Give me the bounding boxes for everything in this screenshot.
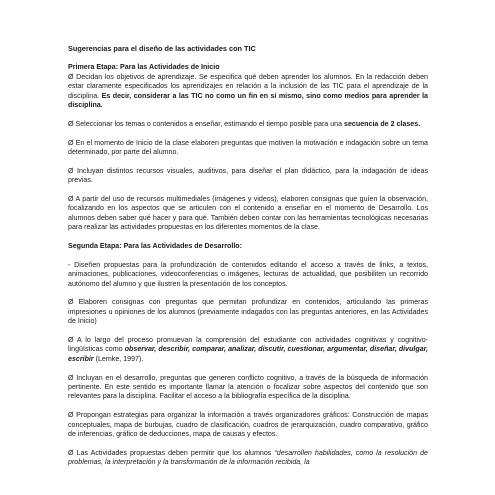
document-title: Sugerencias para el diseño de las actividades con TIC [68,44,256,53]
document-page [68,44,428,477]
stage1-paragraph-resources: Ø Incluyan distintos recursos visuales, auditivos, para diseñar el plan didáctico, para la indagación de ideas previas. [68,166,428,185]
stage2-paragraph-organizers: Ø Propongan estrategias para organizar la información a través organizadores gráficos: Construcción de mapas conceptuales, mapa de burbujas, cuadro de clasificación, cuadros de jerarquización, cuadro comparativo, gráfico de inferencias, gráfico de deducciones, mapa de causas y efectos. [68,411,428,439]
stage2-paragraph-consignas: Ø Elaboren consignas con preguntas que permitan profundizar en contenidos, articulando las primeras impresiones u opiniones de los alumnos (previamente indagados con las preguntas anteriores, en las Actividades de Inicio) [68,298,428,326]
stage1-heading: Primera Etapa: Para las Actividades de Inicio [68,63,220,72]
stage2-heading: Segunda Etapa: Para las Actividades de Desarrollo: [68,242,242,251]
stage1-paragraph-topics: Ø Seleccionar los temas o contenidos a enseñar, estimando el tiempo posible para una secuencia de 2 clases. [68,119,421,128]
stage1-paragraph-questions: Ø En el momento de Inicio de la clase elaboren preguntas que motiven la motivación e indagación sobre un tema determinado, por parte del alumno. [68,138,428,157]
stage1-paragraph-objectives: Ø Decidan los objetivos de aprendizaje. Se especifica qué deben aprender los alumnos. En la redacción deben estar claramente especificados los aprendizajes en relación a la inclusión de las TIC para el aprendizaje de la disciplina. Es decir, considerar a las TIC no como un fin en sí mismo, sino como medios para aprender la disciplina. [68,72,428,110]
stage2-paragraph-conflict: Ø Incluyan en el desarrollo, preguntas que generen conflicto cognitivo, a través de la búsqueda de información pertinente. En este sentido es importante llamar la atención o focalizar sobre aspectos del contenido que son relevantes para la disciplina. Facilitar el acceso a la bibliografía específica de la disciplina. [68,373,428,401]
stage2-paragraph-skills: Ø Las Actividades propuestas deben permitir que los alumnos “desarrollen habilidades, como la resolución de problemas, la interpretación y la transformación de la información recibida, la [68,448,428,467]
stage1-paragraph-multimedia: Ø A partir del uso de recursos multimediales (imágenes y videos), elaboren consignas que guíen la observación, focalizando en los aspectos que se articulen con el contenido a enseñar en el momento de Desarrollo. Los alumnos deben saber qué hacer y para qué. También deben contar con las herramientas tecnológicas necesarias para realizar las actividades propuestas en los diferentes momentos de la clase. [68,195,428,232]
stage2-paragraph-cognitive: Ø A lo largo del proceso promuevan la comprensión del estudiante con actividades cognitivas y cognitivo-lingüísticas como observar, describir, comparar, analizar, discutir, cuestionar, argumentar, diseñar, divulgar, escribir (Lemke, 1997). [68,336,428,363]
stage2-paragraph-proposals: - Diseñen propuestas para la profundización de contenidos editando el acceso a través de links, a textos, animaciones, publicaciones, videoconferencias o imágenes, lecturas de actualidad, que posibiliten un recorrido autónomo del alumno y que ilustren la presentación de los conceptos. [68,260,428,288]
